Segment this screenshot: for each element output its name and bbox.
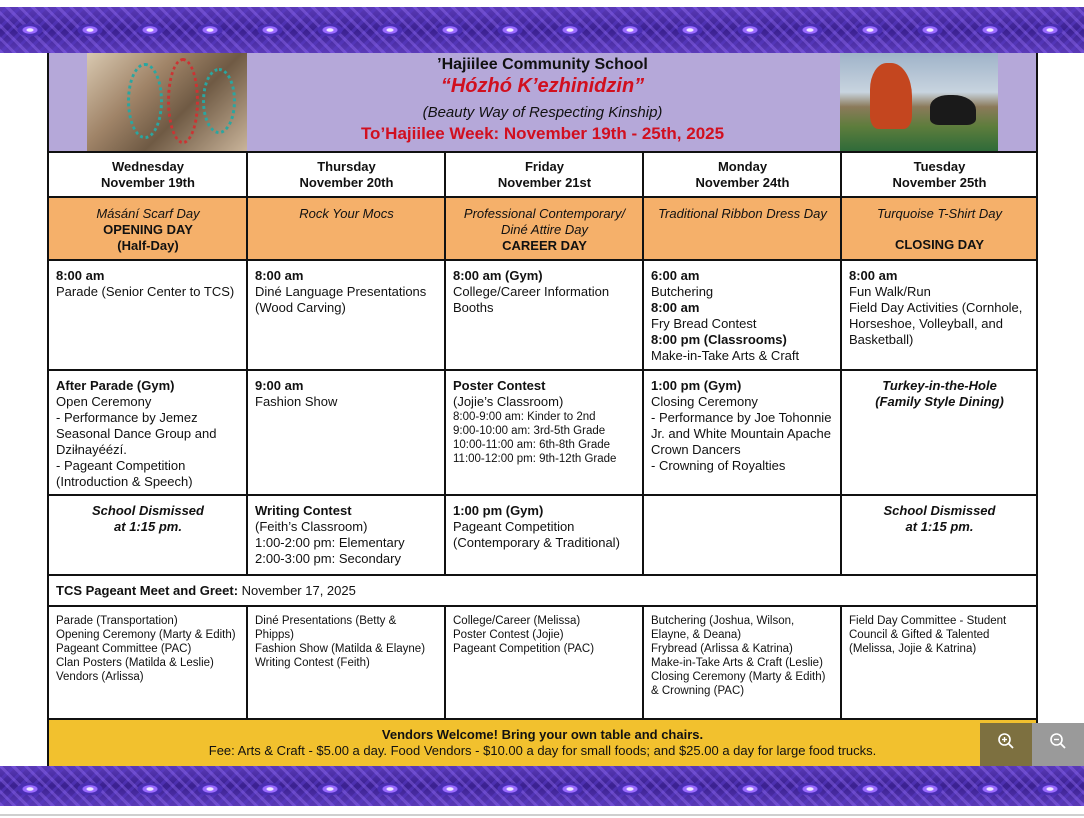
- theme-cell: Turquoise T-Shirt Day CLOSING DAY: [840, 198, 1036, 259]
- zoom-in-button[interactable]: [980, 723, 1032, 766]
- meet-greet-row: [49, 576, 1036, 607]
- theme-cell: Traditional Ribbon Dress Day: [642, 198, 840, 259]
- event-cell: 6:00 am Butchering 8:00 am Fry Bread Contest 8:00 pm (Classrooms) Make-in-Take Arts & Craft: [642, 261, 840, 369]
- event-title: “Hózhó K’ezhinidzin”: [440, 75, 645, 97]
- zoom-out-icon: [1049, 734, 1067, 754]
- zoom-in-icon: [997, 734, 1015, 754]
- schedule-row: [49, 371, 1036, 496]
- event-subtitle: (Beauty Way of Respecting Kinship): [422, 104, 663, 121]
- schedule-row: [49, 496, 1036, 576]
- theme-cell: Rock Your Mocs: [246, 198, 444, 259]
- event-cell: Writing Contest (Feith’s Classroom) 1:00-2:00 pm: Elementary 2:00-3:00 pm: Secondary: [246, 496, 444, 574]
- zoom-controls: [980, 723, 1084, 766]
- event-cell: 8:00 am Diné Language Presentations (Wood Carving): [246, 261, 444, 369]
- committee-cell: Parade (Transportation) Opening Ceremony (Marty & Edith) Pageant Committee (PAC) Clan Posters (Matilda & Leslie) Vendors (Arlissa): [56, 615, 236, 683]
- event-cell: Turkey-in-the-Hole (Family Style Dining): [840, 371, 1036, 494]
- zoom-out-button[interactable]: [1032, 723, 1084, 766]
- day-header-row: [49, 151, 1036, 198]
- event-cell: [642, 496, 840, 574]
- week-dates: To’Hajiilee Week: November 19th - 25th, 2025: [360, 124, 725, 143]
- theme-cell: Másání Scarf Day OPENING DAY (Half-Day): [96, 206, 200, 253]
- day-header: Tuesday November 25th: [840, 151, 1036, 196]
- event-cell: 8:00 am Fun Walk/Run Field Day Activities (Cornhole, Horseshoe, Volleyball, and Basketball): [840, 261, 1036, 369]
- vendor-footer: Vendors Welcome! Bring your own table and chairs. Fee: Arts & Craft - $5.00 a day. Food Vendors - $10.00 a day for small foods; and $25.00 a day for large food trucks.: [49, 720, 1036, 766]
- event-cell: 8:00 am (Gym) College/Career Information Booths: [444, 261, 642, 369]
- document-header: [49, 53, 1036, 153]
- committee-cell: Field Day Committee - Student Council & Gifted & Talented (Melissa, Jojie & Katrina): [840, 607, 1036, 718]
- event-cell: Poster Contest (Jojie’s Classroom) 8:00-9:00 am: Kinder to 2nd 9:00-10:00 am: 3rd-5th Grade 10:00-11:00 am: 6th-8th Grade 11:00-12:00 pm: 9th-12th Grade: [444, 371, 642, 494]
- schedule-document: [47, 53, 1038, 766]
- day-header: Monday November 24th: [642, 151, 840, 196]
- day-header: Thursday November 20th: [246, 151, 444, 196]
- committee-cell: Butchering (Joshua, Wilson, Elayne, & Deana) Frybread (Arlissa & Katrina) Make-in-Take Arts & Craft (Leslie) Closing Ceremony (Marty & Edith) & Crowning (PAC): [642, 607, 840, 718]
- committee-row: [49, 607, 1036, 720]
- event-cell: 8:00 am Parade (Senior Center to TCS): [56, 268, 235, 299]
- schedule-row: [49, 261, 1036, 371]
- event-cell: 1:00 pm (Gym) Closing Ceremony - Performance by Joe Tohonnie Jr. and White Mountain Apache Crown Dancers - Crowning of Royalties: [642, 371, 840, 494]
- event-cell: 9:00 am Fashion Show: [246, 371, 444, 494]
- event-cell: School Dismissed at 1:15 pm.: [840, 496, 1036, 574]
- decorative-pattern-band-top: [0, 7, 1084, 53]
- event-cell: After Parade (Gym) Open Ceremony - Performance by Jemez Seasonal Dance Group and Dziłnayéézí. - Pageant Competition (Introduction & Speech): [56, 378, 217, 489]
- committee-cell: College/Career (Melissa) Poster Contest (Jojie) Pageant Competition (PAC): [444, 607, 642, 718]
- theme-row: [49, 198, 1036, 261]
- page-divider: [0, 814, 1084, 816]
- decorative-pattern-band-bottom: [0, 766, 1084, 806]
- theme-cell: Professional Contemporary/ Diné Attire Day CAREER DAY: [444, 198, 642, 259]
- meet-greet-cell: TCS Pageant Meet and Greet: November 17, 2025: [56, 583, 356, 598]
- committee-cell: Diné Presentations (Betty & Phipps) Fashion Show (Matilda & Elayne) Writing Contest (Feith): [246, 607, 444, 718]
- event-cell: School Dismissed at 1:15 pm.: [92, 503, 204, 534]
- day-header: Friday November 21st: [444, 151, 642, 196]
- school-name: ’Hajiilee Community School: [437, 56, 648, 73]
- event-cell: 1:00 pm (Gym) Pageant Competition (Contemporary & Traditional): [444, 496, 642, 574]
- day-header: Wednesday November 19th: [101, 159, 195, 190]
